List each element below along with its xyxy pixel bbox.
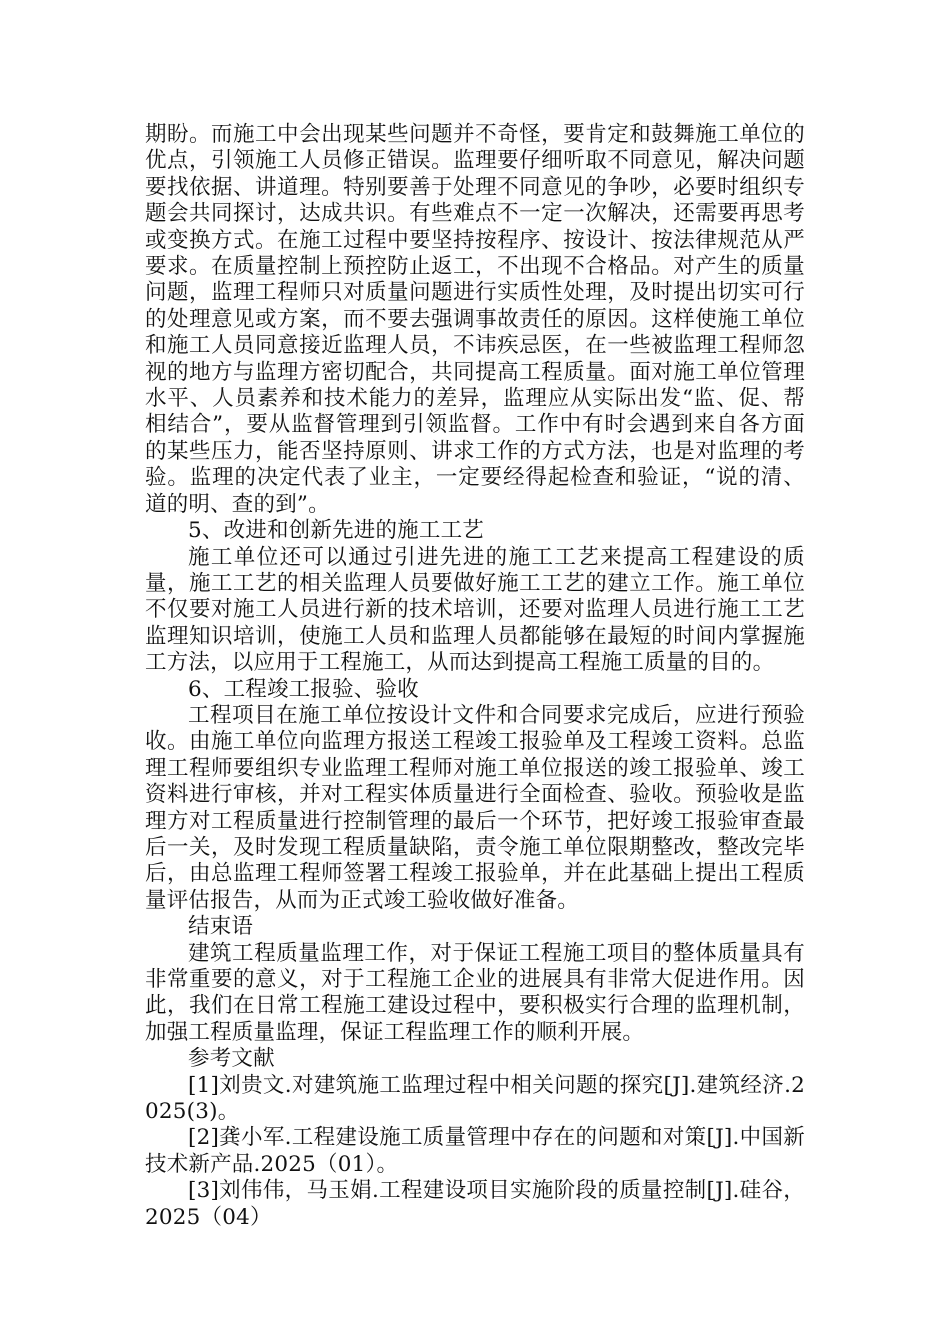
paragraph-quality-control: 期盼。而施工中会出现某些问题并不奇怪，要肯定和鼓舞施工单位的优点，引领施工人员修正错误。监理要仔细听取不同意见，解决问题要找依据、讲道理。特别要善于处理不同意见的争吵，必要时组织专题会共同探讨，达成共识。有些难点不一定一次解决，还需要再思考或变换方式。在施工过程中要坚持按程序、按设计、按法律规范从严要求。在质量控制上预控防止返工，不出现不合格品。对产生的质量问题，监理工程师只对质量问题进行实质性处理，及时提出切实可行的处理意见或方案，而不要去强调事故责任的原因。这样使施工单位和施工人员同意接近监理人员，不讳疾忌医，在一些被监理工程师忽视的地方与监理方密切配合，共同提高工程质量。面对施工单位管理水平、人员素养和技术能力的差异，监理应从实际出发“监、促、帮相结合”，要从监督管理到引领监督。工作中有时会遇到来自各方面的某些压力，能否坚持原则、讲求工作的方式方法，也是对监理的考验。监理的决定代表了业主，一定要经得起检查和验证，“说的清、道的明、查的到”。 <box>145 122 805 517</box>
section-heading-5: 5、改进和创新先进的施工工艺 <box>188 518 484 544</box>
section-heading-conclusion: 结束语 <box>188 914 254 940</box>
paragraph-completion-acceptance: 工程项目在施工单位按设计文件和合同要求完成后，应进行预验收。由施工单位向监理方报送工程竣工报验单及工程竣工资料。总监理工程师要组织专业监理工程师对施工单位报送的竣工报验单、竣工资料进行审核，并对工程实体质量进行全面检查、验收。预验收是监理方对工程质量进行控制管理的最后一个环节，把好竣工报验审查最后一关，及时发现工程质量缺陷，责令施工单位限期整改，整改完毕后，由总监理工程师签署工程竣工报验单，并在此基础上提出工程质量评估报告，从而为正式竣工验收做好准备。 <box>145 702 805 913</box>
reference-item-2: [2]龚小军.工程建设施工质量管理中存在的问题和对策[J].中国新技术新产品.2025（01）。 <box>145 1125 805 1177</box>
section-heading-references: 参考文献 <box>188 1046 275 1072</box>
paragraph-construction-process: 施工单位还可以通过引进先进的施工工艺来提高工程建设的质量，施工工艺的相关监理人员要做好施工工艺的建立工作。施工单位不仅要对施工人员进行新的技术培训，还要对监理人员进行施工工艺监理知识培训，使施工人员和监理人员都能够在最短的时间内掌握施工方法，以应用于工程施工，从而达到提高工程施工质量的目的。 <box>145 544 805 676</box>
section-heading-6: 6、工程竣工报验、验收 <box>188 676 419 702</box>
reference-item-3: [3]刘伟伟，马玉娟.工程建设项目实施阶段的质量控制[J].硅谷，2025（04） <box>145 1178 805 1230</box>
reference-item-1: [1]刘贵文.对建筑施工监理过程中相关问题的探究[J].建筑经济.2025(3)。 <box>145 1072 805 1125</box>
paragraph-conclusion: 建筑工程质量监理工作，对于保证工程施工项目的整体质量具有非常重要的意义，对于工程施工企业的进展具有非常大促进作用。因此，我们在日常工程施工建设过程中，要积极实行合理的监理机制，加强工程质量监理，保证工程监理工作的顺利开展。 <box>145 940 805 1045</box>
document-body <box>145 122 805 1231</box>
